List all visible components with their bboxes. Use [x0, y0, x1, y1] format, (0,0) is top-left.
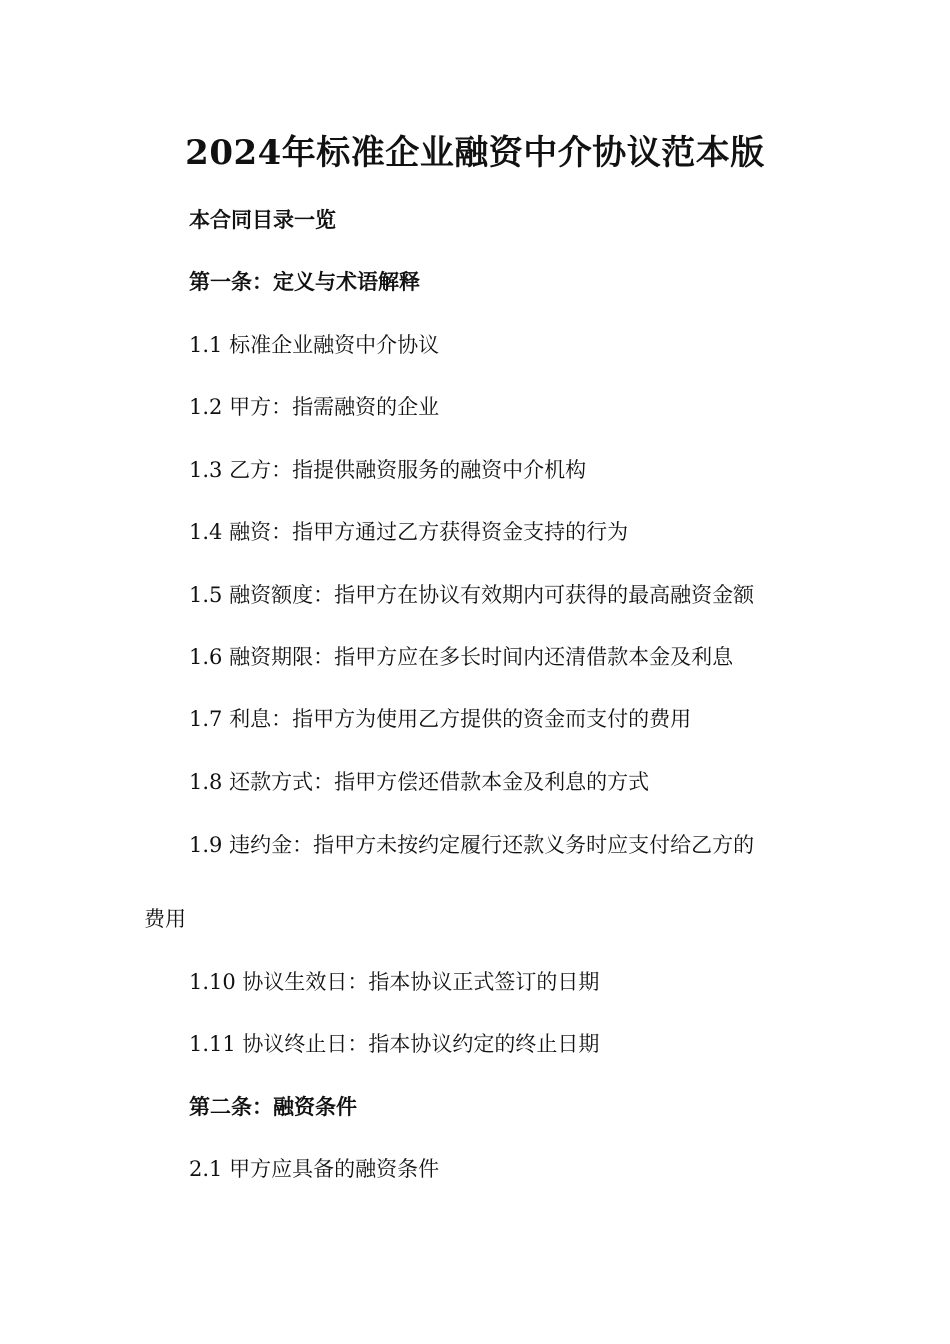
section-heading-2: 第二条：融资条件 — [189, 1094, 357, 1119]
clause-1-9-continuation: 费用 — [144, 907, 186, 931]
toc-heading: 本合同目录一览 — [189, 207, 336, 232]
section-heading-1: 第一条：定义与术语解释 — [189, 269, 420, 294]
clause-1-8: 1.8 还款方式：指甲方偿还借款本金及利息的方式 — [189, 770, 650, 794]
clause-1-6: 1.6 融资期限：指甲方应在多长时间内还清借款本金及利息 — [189, 645, 734, 669]
clause-1-10: 1.10 协议生效日：指本协议正式签订的日期 — [189, 970, 600, 994]
clause-1-4: 1.4 融资：指甲方通过乙方获得资金支持的行为 — [189, 520, 629, 544]
document-title: 2024年标准企业融资中介协议范本版 — [185, 133, 765, 173]
clause-1-3: 1.3 乙方：指提供融资服务的融资中介机构 — [189, 458, 587, 482]
clause-2-1: 2.1 甲方应具备的融资条件 — [189, 1157, 440, 1181]
clause-1-7: 1.7 利息：指甲方为使用乙方提供的资金而支付的费用 — [189, 707, 692, 731]
clause-1-1: 1.1 标准企业融资中介协议 — [189, 333, 440, 357]
clause-1-2: 1.2 甲方：指需融资的企业 — [189, 395, 440, 419]
clause-1-5: 1.5 融资额度：指甲方在协议有效期内可获得的最高融资金额 — [189, 583, 755, 607]
clause-1-9: 1.9 违约金：指甲方未按约定履行还款义务时应支付给乙方的 — [189, 833, 755, 857]
clause-1-11: 1.11 协议终止日：指本协议约定的终止日期 — [189, 1032, 600, 1056]
